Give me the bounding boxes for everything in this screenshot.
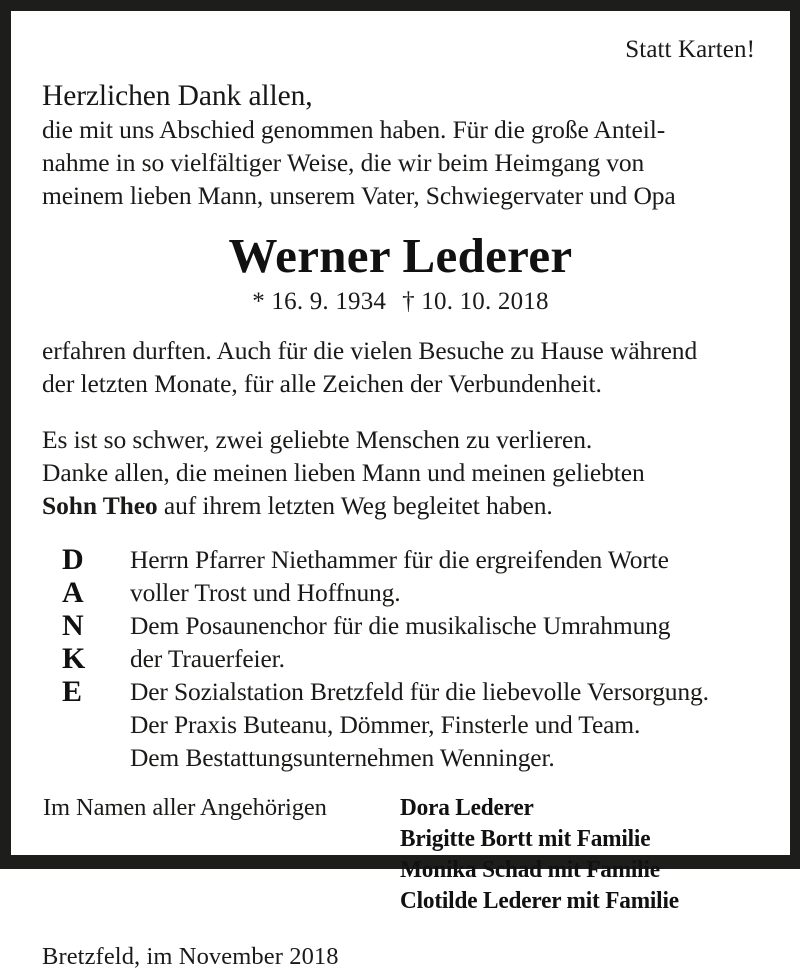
death-date: † 10. 10. 2018 (402, 287, 549, 315)
danke-line-3: Dem Posaunenchor für die musikalische Umrahmung (130, 610, 671, 640)
danke-letter-n: N (62, 608, 85, 642)
danke-line-7: Dem Bestattungsunternehmen Wenninger. (130, 742, 555, 772)
danke-letter-a: A (62, 575, 85, 609)
signature-name-1: Dora Lederer (400, 793, 534, 821)
danke-letter-d: D (62, 542, 85, 576)
danke-letter-k: K (62, 641, 86, 675)
danke-line-5: Der Sozialstation Bretzfeld für die liebevolle Versorgung. (130, 676, 709, 706)
danke-line-6: Der Praxis Buteanu, Dömmer, Finsterle und Team. (130, 709, 641, 739)
birth-date: * 16. 9. 1934 (252, 287, 387, 315)
second-line-3 (42, 490, 759, 523)
signature-intro: Im Namen aller Angehörigen (43, 793, 327, 821)
obituary-card (11, 11, 790, 970)
deceased-name: Werner Lederer (228, 227, 573, 283)
obituary-content (11, 11, 790, 970)
second-line-3-rest: auf ihrem letzten Weg begleitet haben. (157, 490, 553, 520)
danke-acrostic-block (42, 543, 759, 774)
after-name-line-1: erfahren durften. Auch für die vielen Besuche zu Hause während (42, 336, 698, 366)
after-name-line-2: der letzten Monate, für alle Zeichen der Verbundenheit. (42, 369, 602, 399)
deceased-dates (42, 288, 759, 316)
signature-block (42, 792, 759, 916)
danke-letters-column (58, 543, 130, 774)
danke-line-4: der Trauerfeier. (130, 643, 285, 673)
second-line-2: Danke allen, die meinen lieben Mann und meinen geliebten (42, 458, 645, 488)
intro-paragraph (42, 114, 759, 213)
place-and-date: Bretzfeld, im November 2018 (42, 942, 339, 970)
signature-name-2: Brigitte Bortt mit Familie (400, 824, 651, 852)
danke-line-1: Herrn Pfarrer Niethammer für die ergreifenden Worte (130, 544, 669, 574)
signature-name-3: Monika Schad mit Familie (400, 855, 660, 883)
danke-line-2: voller Trost und Hoffnung. (130, 577, 401, 607)
son-name: Sohn Theo (42, 490, 158, 520)
second-line-1: Es ist so schwer, zwei geliebte Menschen zu verlieren. (42, 425, 593, 455)
intro-line-2: nahme in so vielfältiger Weise, die wir beim Heimgang von (42, 148, 645, 178)
thanks-lead-line: Herzlichen Dank allen, (42, 79, 313, 112)
danke-thanks-list (130, 543, 759, 774)
danke-letter-e: E (62, 674, 83, 708)
signature-name-4: Clotilde Lederer mit Familie (400, 886, 679, 914)
intro-line-1: die mit uns Abschied genommen haben. Für die große Anteil- (42, 115, 666, 145)
intro-line-3: meinem lieben Mann, unserem Vater, Schwiegervater und Opa (42, 181, 676, 211)
signature-names-list (400, 792, 679, 916)
second-paragraph (42, 424, 759, 523)
after-name-paragraph (42, 335, 759, 401)
statt-karten-label: Statt Karten! (625, 36, 755, 63)
